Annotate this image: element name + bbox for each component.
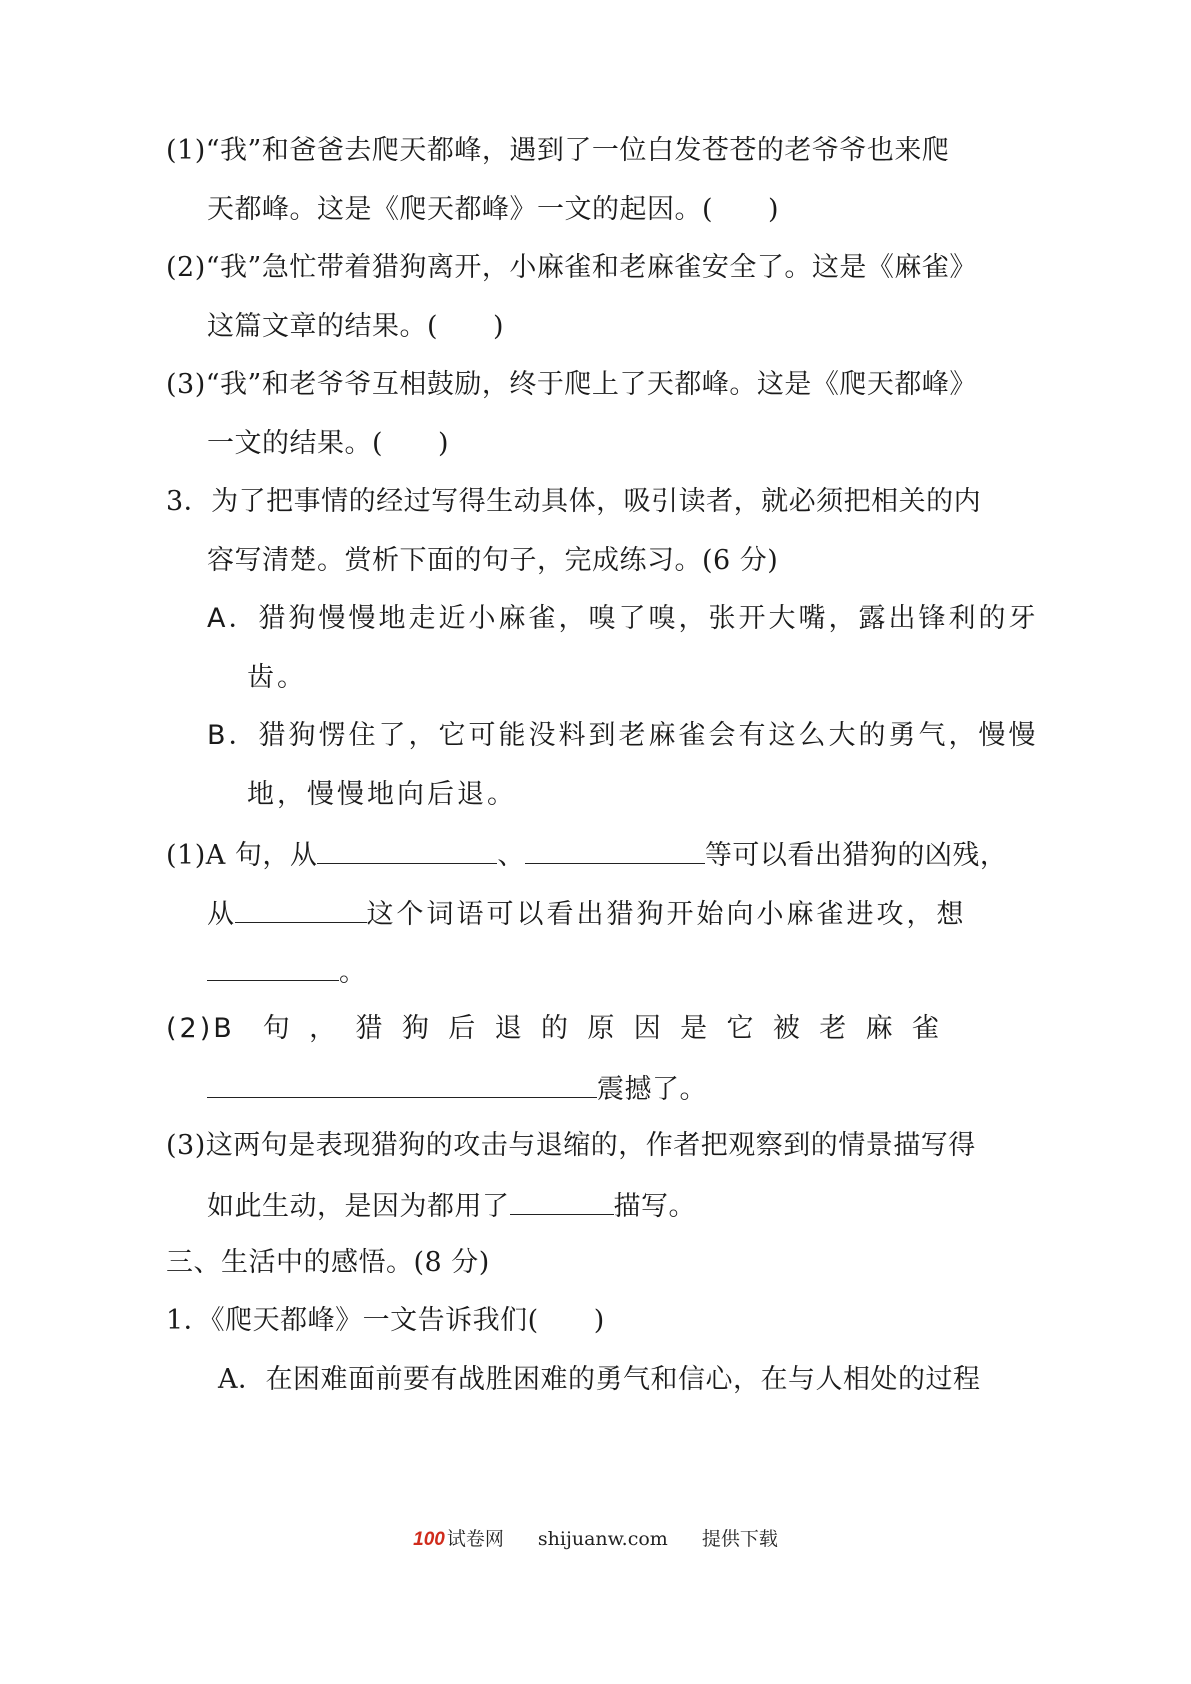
answer-blank-4[interactable] xyxy=(207,950,339,981)
section-3-heading: 三、生活中的感悟。(8 分) xyxy=(166,1247,490,1278)
answer-blank-6[interactable] xyxy=(510,1184,614,1215)
footer xyxy=(0,1524,1191,1551)
part1b-prefix: 从 xyxy=(207,899,235,930)
sentence-a-line1: A．猎狗慢慢地走近小麻雀，嗅了嗅，张开大嘴，露出锋利的牙 xyxy=(207,603,1039,634)
part2-line1: (2)B 句，猎狗后退的原因是它被老麻雀 xyxy=(166,1013,942,1044)
answer-blank-2[interactable] xyxy=(525,833,705,864)
part1c-suffix: 。 xyxy=(339,957,367,988)
part1-separator: 、 xyxy=(497,840,525,871)
part3-prefix: 如此生动，是因为都用了 xyxy=(207,1191,510,1222)
part1b-suffix: 这个词语可以看出猎狗开始向小麻雀进攻，想 xyxy=(366,899,967,930)
part1-prefix: (1)A 句，从 xyxy=(166,840,318,871)
section-3-question-1: 1．《爬天都峰》一文告诉我们( ) xyxy=(166,1305,605,1336)
sentence-b-line2: 地，慢慢地向后退。 xyxy=(247,779,517,810)
q1-item1-line2: 天都峰。这是《爬天都峰》一文的起因。( ) xyxy=(207,194,780,225)
q1-item2-line2: 这篇文章的结果。( ) xyxy=(207,311,505,342)
answer-blank-3[interactable] xyxy=(235,892,367,923)
answer-blank-5[interactable] xyxy=(207,1067,597,1098)
part1-line2 xyxy=(207,892,967,935)
part2-suffix: 震撼了。 xyxy=(597,1074,707,1105)
q1-item1-line1: (1)“我”和爸爸去爬天都峰，遇到了一位白发苍苍的老爷爷也来爬 xyxy=(166,135,950,166)
footer-site-name: 试卷网 xyxy=(446,1528,504,1550)
section-3-option-a: A．在困难面前要有战胜困难的勇气和信心，在与人相处的过程 xyxy=(218,1364,981,1395)
part1-line1 xyxy=(166,833,1007,876)
part3-line2 xyxy=(207,1184,696,1227)
q1-item2-line1: (2)“我”急忙带着猎狗离开，小麻雀和老麻雀安全了。这是《麻雀》 xyxy=(166,252,977,283)
question-3-line2: 容写清楚。赏析下面的句子，完成练习。(6 分) xyxy=(207,545,779,576)
q1-item3-line1: (3)“我”和老爷爷互相鼓励，终于爬上了天都峰。这是《爬天都峰》 xyxy=(166,369,977,400)
part1-suffix: 等可以看出猎狗的凶残， xyxy=(704,840,1008,871)
footer-domain[interactable]: shijuanw.com xyxy=(537,1528,668,1550)
q1-item3-line2: 一文的结果。( ) xyxy=(207,428,450,459)
part3-suffix: 描写。 xyxy=(613,1191,696,1222)
part2-line2 xyxy=(207,1067,707,1110)
footer-note: 提供下载 xyxy=(701,1528,778,1550)
question-3-line1: 3．为了把事情的经过写得生动具体，吸引读者，就必须把相关的内 xyxy=(166,486,982,517)
footer-logo: 100 xyxy=(413,1529,445,1550)
sentence-b-line1: B．猎狗愣住了，它可能没料到老麻雀会有这么大的勇气，慢慢 xyxy=(207,720,1039,751)
answer-blank-1[interactable] xyxy=(317,833,497,864)
part3-line1: (3)这两句是表现猎狗的攻击与退缩的，作者把观察到的情景描写得 xyxy=(166,1130,976,1161)
part1-line3 xyxy=(207,950,367,993)
sentence-a-line2: 齿。 xyxy=(247,662,307,693)
